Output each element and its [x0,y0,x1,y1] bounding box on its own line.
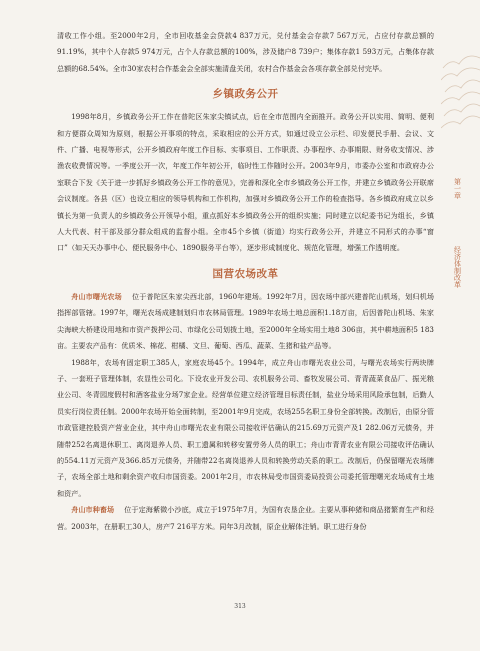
paragraph-breeding-farm [57,502,434,535]
paragraph-lead: 舟山市种畜场 [71,505,115,515]
chapter-text: 第一章 [453,178,462,199]
paragraph-lead: 舟山市曙光农场 [71,291,122,301]
mountain-decoration-icon [441,28,480,148]
chapter-title-text: 经济体制改革 [453,246,462,288]
paragraph-continued: 清收工作小组。至2000年2月，全市回收基金会贷款4 837万元，兑付基金会存款7 567万元，占应付存款总额的91.19%，其中个人存款5 974万元，占个人存款总额的100%，涉及储户8 739户；集体存款1 593万元，占集体存款总额的68.54%。全市30家农村合作基金会全部实施清盘关闭，农村合作基金会各项存款全部兑付完毕。 [57,31,434,73]
side-margin [441,0,480,651]
section-heading-township-affairs: 乡镇政务公开 [212,88,279,101]
page-number: 313 [234,603,246,610]
main-text-column [57,28,434,535]
paragraph-township-affairs: 1998年8月，乡镇政务公开工作在普陀区朱家尖镇试点，后在全市范围内全面推开。政务公开以实用、简明、便利和方便群众周知为原则，根据公开事项的特点，采取相应的公开方式，如通过设立公示栏、印发便民手册、会议、文件、广播、电视等形式，公开乡镇政府年度工作目标、实事项目、工作职责、办事程序、办事期限、财务收支情况、涉渔农收费情况等。一季度公开一次，年度工作年初公开，临时性工作随时公开。2003年9月，市委办公室和市政府办公室联合下发《关于进一步抓好乡镇政务公开工作的意见》，完善和深化全市乡镇政务公开工作，并建立乡镇政务公开联席会议制度。各县（区）也设立相应的领导机构和工作机构，加强对乡镇政务公开工作的检查指导。各乡镇政府成立以乡镇长为第一负责人的乡镇政务公开领导小组，重点抓好本乡镇政务公开的组织实施；同时建立以纪委书记为组长，乡镇人大代表、村干部及部分群众组成的监督小组。全市45个乡镇（街道）均实行政务公开，并建立不同形式的办事“窗口”（如天天办事中心、便民服务中心、1890服务平台等），逐步形成制度化、规范化管理，增强工作透明度。 [57,112,434,253]
paragraph-shuguang-farm [57,289,434,355]
section-heading-state-farm-reform: 国营农场改革 [212,267,279,280]
chapter-title-vertical [450,246,464,291]
paragraph-body: 位于普陀区朱家尖西北部，1960年建场。1992年7月，因农场中部兴建普陀山机场，划归机场指挥部管辖。1997年，曙光农场成建制划归市农林局管理。1989年农场土地总面积1.18万亩，后因普陀山机场、朱家尖海峡大桥建设用地和市资产拨押公司、市绿化公司划拨土地，至2000年全场实用土地8 306亩，其中耕地面积5 183亩。主要农产品有：优质米、棉花、柑橘、文旦、葡萄、西瓜、蔬菜、生猪和盐产品等。 [57,291,434,351]
chapter-label [450,178,464,202]
paragraph-body: 位于定海紫微小沙底，成立于1975年7月，为国有农垦企业。主要从事种猪和商品猪繁育生产和经营。2003年，在册职工30人，房产7 216平方米。同年3月改制，原企业解体注销。职工进行身份 [57,505,434,531]
paragraph-shuguang-reform: 1988年，农场有固定职工385人，家庭农场45个。1994年，成立舟山市曙光农业公司，与曙光农场实行两块牌子、一套班子管理体制，农显性公司化。下设农业开发公司、农机服务公司、畜牧发展公司、青青蔬菜食品厂、振光粮业公司、冬青园度假村和酒客盐业分场7家企业。经营单位建立经济管理目标责任制，盐业分场采用风险承包制，后勤人员实行岗位责任制。2000年农场开始全面转制，至2001年9月完成，农场255名职工身份全部转换。改制后，由原分管市政管建控股资产营业企业，其中舟山市曙光农业有限公司接收评估确认的215.69万元资产及1 282.06万元债务，并随带252名离退休职工、离岗退养人员、职工遗属和转移安置劳务人员的职工；舟山市青青农业有限公司接收评估确认的554.11万元资产及366.85万元债务，并随带22名离岗退养人员和转换劳动关系的职工。改制后，仍保留曙光农场牌子，农场全部土地和剩余资产收归市国资委。2001年2月，市农林局受市国资委局投资公司委托管理曙光农场成有土地和资产。 [57,357,434,498]
